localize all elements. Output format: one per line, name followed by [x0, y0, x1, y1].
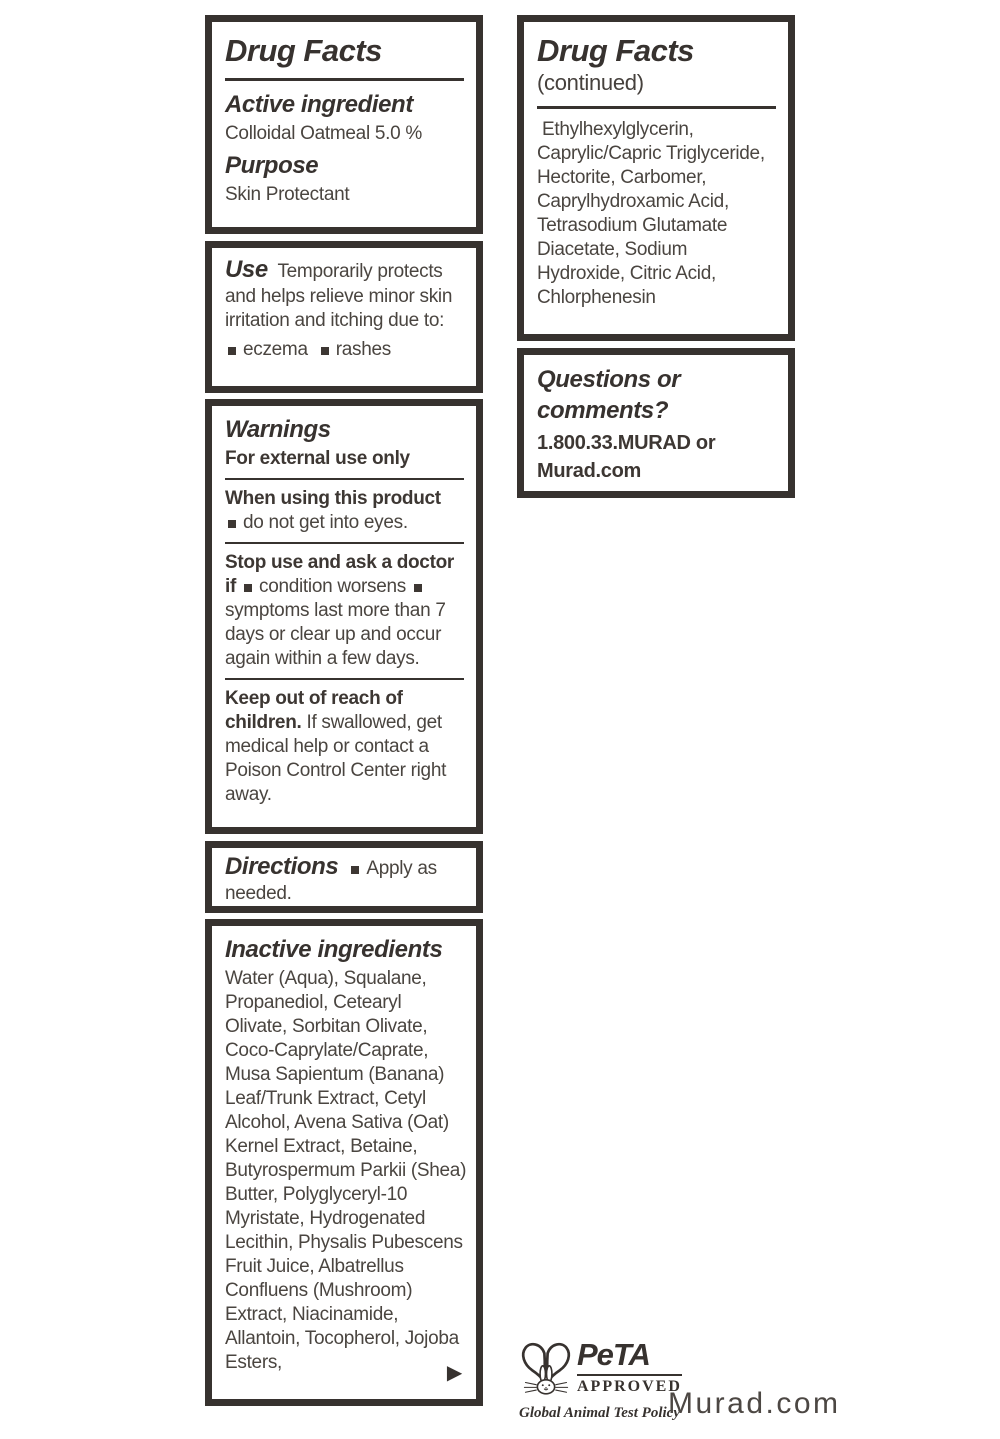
divider [537, 106, 776, 109]
active-ingredient-value: Colloidal Oatmeal 5.0 % [225, 123, 422, 144]
bullet-icon [321, 347, 329, 355]
use-text [225, 255, 467, 333]
inactive-ingredients-panel [205, 919, 483, 1406]
bullet-icon [228, 520, 236, 528]
bullet-icon [351, 866, 359, 874]
use-panel [205, 241, 483, 393]
continued-subtitle: (continued) [537, 70, 644, 95]
directions-panel [205, 841, 483, 913]
active-ingredient-heading: Active ingredient [225, 91, 413, 118]
use-bullet-eczema: eczema [243, 339, 308, 360]
drug-facts-continued-title: Drug Facts [537, 33, 694, 68]
divider [225, 542, 464, 544]
directions-heading: Directions [225, 853, 339, 880]
questions-contact: 1.800.33.MURAD or Murad.com [537, 432, 716, 482]
bullet-icon [228, 347, 236, 355]
keep-out-body: If swallowed, get medical help or contact a Poison Control Center right away. [225, 712, 447, 805]
use-heading: Use [225, 256, 268, 283]
divider [225, 78, 464, 81]
when-using-label: When using this product [225, 488, 441, 509]
when-using-text [225, 487, 467, 535]
stop-use-text [225, 551, 467, 671]
purpose-value: Skin Protectant [225, 184, 350, 205]
directions-body: Apply as needed. [225, 858, 437, 904]
stop-use-bullet-2: symptoms last more than 7 days or clear up and occur again within a few days. [225, 600, 446, 669]
divider [577, 1374, 682, 1376]
use-body: Temporarily protects and helps relieve minor skin irritation and itching due to: [225, 261, 453, 331]
drug-facts-panel [205, 15, 483, 234]
peta-approved-logo [519, 1337, 682, 1422]
continuation-arrow-icon: ▶ [446, 1362, 462, 1384]
peta-tagline: Global Animal Test Policy [519, 1405, 680, 1421]
divider [225, 478, 464, 480]
divider [225, 678, 464, 680]
peta-bunny-heart-icon [519, 1337, 573, 1401]
stop-use-label: Stop use and ask a doctor if [225, 552, 454, 597]
peta-brand-text: PeTA [577, 1337, 650, 1372]
purpose-heading: Purpose [225, 152, 319, 179]
warnings-panel [205, 399, 483, 834]
stop-use-bullet-1: condition worsens [259, 576, 406, 597]
drug-facts-continued-panel [517, 15, 795, 341]
murad-site-text: Murad.com [668, 1387, 841, 1420]
peta-approved-text: APPROVED [577, 1378, 682, 1395]
drug-facts-title: Drug Facts [225, 33, 382, 68]
continued-ingredients-list: Ethylhexylglycerin, Caprylic/Capric Triglyceride, Hectorite, Carbomer, Caprylhydroxamic Acid, Tetrasodium Glutamate Diacetate, Sodium Hydroxide, Citric Acid, Chlorphenesin [537, 119, 765, 308]
questions-panel [517, 348, 795, 498]
bullet-icon [414, 584, 422, 592]
questions-heading: Questions or comments? [537, 366, 681, 424]
inactive-ingredients-list: Water (Aqua), Squalane, Propanediol, Cetearyl Olivate, Sorbitan Olivate, Coco-Caprylate/Caprate, Musa Sapientum (Banana) Leaf/Trunk Extract, Cetyl Alcohol, Avena Sativa (Oat) Kernel Extract, Betaine, Butyrospermum Parkii (Shea) Butter, Polyglyceryl-10 Myristate, Hydrogenated Lecithin, Physalis Pubescens Fruit Juice, Albatrellus Confluens (Mushroom) Extract, Niacinamide, Allantoin, Tocopherol, Jojoba Esters, [225, 968, 467, 1373]
directions-text [225, 852, 467, 906]
when-using-bullet: do not get into eyes. [243, 512, 408, 533]
use-bullet-rashes: rashes [335, 339, 391, 360]
external-use-text: For external use only [225, 448, 410, 469]
inactive-ingredients-heading: Inactive ingredients [225, 936, 443, 963]
warnings-heading: Warnings [225, 416, 331, 443]
keep-out-label: Keep out of reach of children. [225, 688, 403, 733]
use-bullets [225, 338, 467, 362]
bullet-icon [244, 584, 252, 592]
keep-out-text [225, 687, 467, 807]
